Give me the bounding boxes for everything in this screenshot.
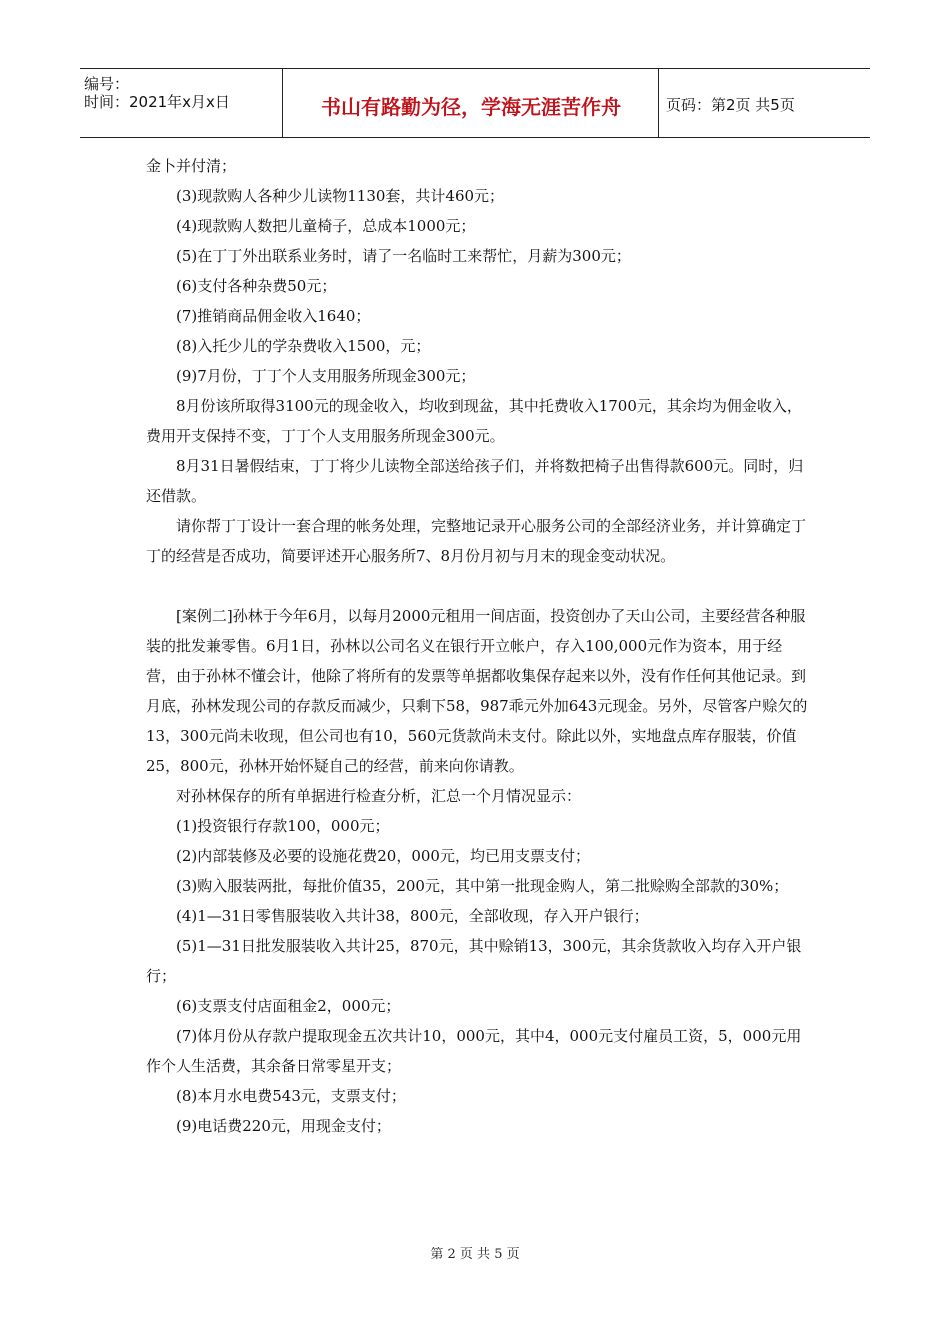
document-number-label: 编号： xyxy=(84,75,130,93)
header-right-cell xyxy=(660,69,870,137)
body-paragraph: 请你帮丁丁设计一套合理的帐务处理，完整地记录开心服务公司的全部经济业务，并计算确定丁丁的经营是否成功，简要评述开心服务所7、8月份月初与月末的现金变动状况。 xyxy=(146,517,807,565)
body-paragraph: (9)7月份，丁丁个人支用服务所现金300元； xyxy=(176,367,476,385)
body-paragraph: (5)在丁丁外出联系业务时，请了一名临时工来帮忙，月薪为300元； xyxy=(176,247,631,265)
body-paragraph: 金卜并付清； xyxy=(146,157,237,175)
header-left-cell xyxy=(80,69,283,137)
body-paragraph: 8月31日暑假结束，丁丁将少儿读物全部送给孩子们，并将数把椅子出售得款600元。同时，归还借款。 xyxy=(146,457,804,505)
header-motto: 书山有路勤为径，学海无涯苦作舟 xyxy=(321,95,621,119)
body-paragraph: (7)推销商品佣金收入1640； xyxy=(176,307,371,325)
body-paragraph: (2)内部装修及必要的设施花费20，000元，均已用支票支付； xyxy=(176,847,590,865)
body-paragraph: (8)入托少儿的学杂费收入1500，元； xyxy=(176,337,431,355)
body-paragraph: (3)购入服装两批，每批价值35，200元，其中第一批现金购人，第二批赊购全部款的30%； xyxy=(176,877,789,895)
body-paragraph: 对孙林保存的所有单据进行检查分析，汇总一个月情况显示： xyxy=(176,787,582,805)
body-paragraph: (1)投资银行存款100，000元； xyxy=(176,817,390,835)
header-page-info: 页码：第2页 共5页 xyxy=(666,96,795,114)
body-paragraph: [案例二]孙林于今年6月，以每月2000元租用一间店面，投资创办了天山公司，主要经营各种服装的批发兼零售。6月1日，孙林以公司名义在银行开立帐户，存入100,000元作为资本，用于经营，由于孙林不懂会计，他除了将所有的发票等单据都收集保存起来以外，没有作任何其他记录。到月底，孙林发现公司的存款反而减少，只剩下58，987乖元外加643元现金。另外，尽管客户赊欠的13，300元尚未收现，但公司也有10，560元货款尚未支付。除此以外，实地盘点库存服装，价值25，800元，孙林开始怀疑自己的经营，前来向你请教。 xyxy=(146,607,808,775)
body-paragraph: (4)现款购人数把儿童椅子，总成本1000元； xyxy=(176,217,476,235)
body-paragraph: (6)支付各种杂费50元； xyxy=(176,277,337,295)
document-body xyxy=(146,151,812,1141)
body-paragraph: (4)1—31日零售服装收入共计38，800元，全部收现，存入开户银行； xyxy=(176,907,649,925)
document-date: 时间：2021年x月x日 xyxy=(84,93,230,111)
header-middle-cell xyxy=(284,69,659,137)
page-header xyxy=(80,68,870,138)
body-paragraph: (9)电话费220元，用现金支付； xyxy=(176,1117,391,1135)
body-paragraph: (8)本月水电费543元，支票支付； xyxy=(176,1087,406,1105)
body-paragraph: 8月份该所取得3100元的现金收入，均收到现盆，其中托费收入1700元，其余均为佣金收入，费用开支保持不变，丁丁个人支用服务所现金300元。 xyxy=(146,397,802,445)
body-paragraph: (6)支票支付店面租金2，000元； xyxy=(176,997,401,1015)
paragraph-spacer xyxy=(146,571,812,601)
body-paragraph: (5)1—31日批发服装收入共计25，870元，其中赊销13，300元，其余货款收入均存入开户银行； xyxy=(146,937,802,985)
body-paragraph: (7)体月份从存款户提取现金五次共计10，000元，其中4，000元支付雇员工资，5，000元用作个人生活费，其余备日常零星开支； xyxy=(146,1027,802,1075)
body-paragraph: (3)现款购人各种少儿读物1130套，共计460元； xyxy=(176,187,505,205)
page-footer: 第 2 页 共 5 页 xyxy=(430,1247,520,1262)
